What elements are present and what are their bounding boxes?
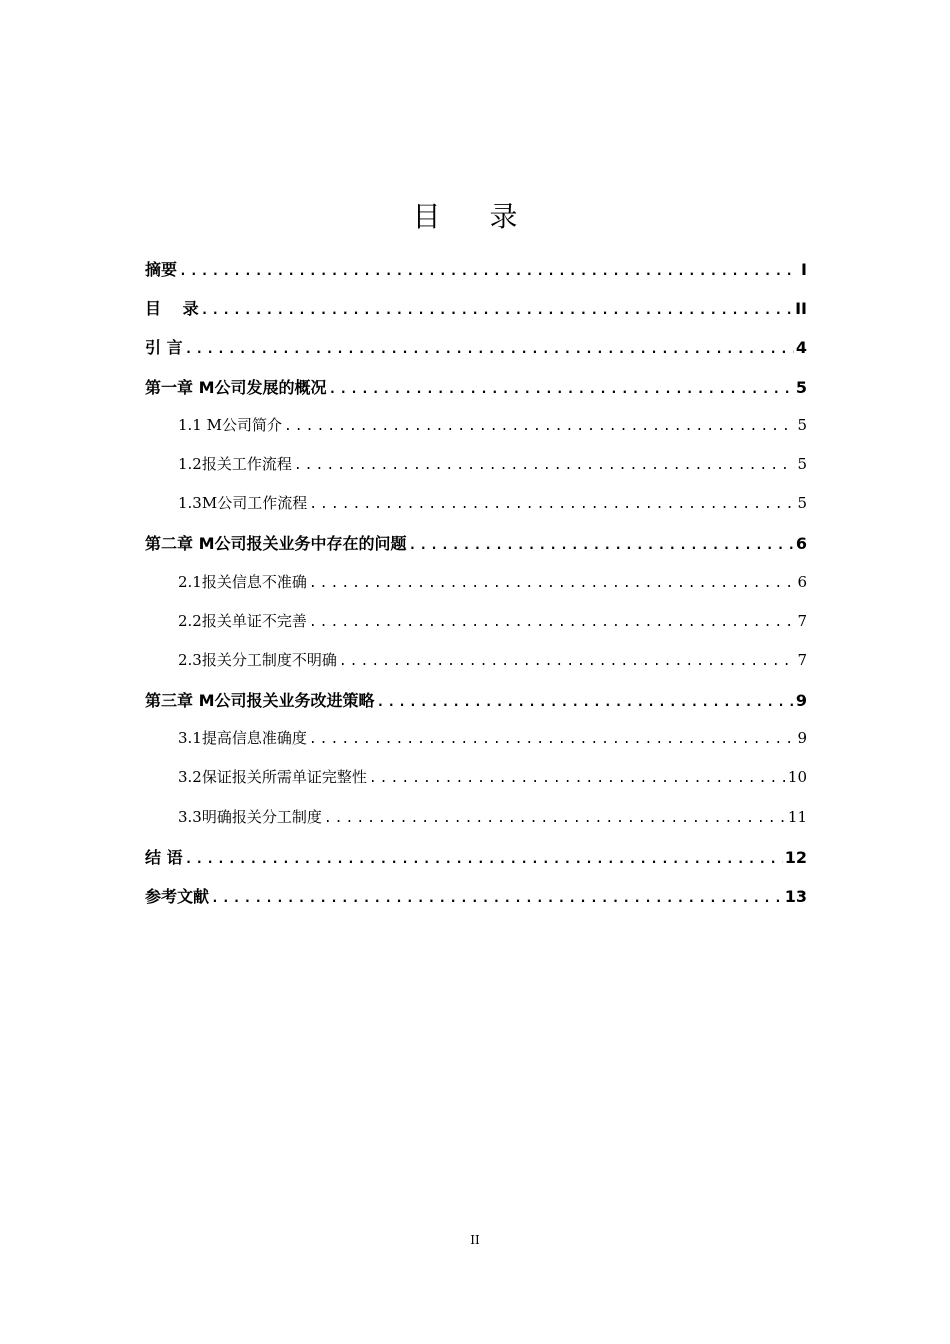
toc-entry-page: 12 xyxy=(784,847,807,867)
page-title: 目 录 xyxy=(412,199,538,233)
toc-entry-title: 参考文献 xyxy=(145,887,210,906)
toc-entry[interactable] xyxy=(145,727,807,766)
toc-entry-title: 1.2报关工作流程 xyxy=(178,454,292,473)
toc-entry[interactable] xyxy=(145,766,807,805)
toc-entry-title: 第二章 M公司报关业务中存在的问题 xyxy=(145,534,407,554)
toc-entry-title: 3.1提高信息准确度 xyxy=(178,729,307,748)
toc-entry-page: 7 xyxy=(797,611,807,630)
toc-dot-leader xyxy=(339,654,796,669)
toc-dot-leader xyxy=(409,538,794,553)
toc-entry[interactable] xyxy=(145,335,807,374)
toc-entry[interactable] xyxy=(145,571,807,610)
toc-entry[interactable] xyxy=(145,806,807,845)
toc-dot-leader xyxy=(185,852,783,867)
toc-entry-page: 11 xyxy=(787,807,807,826)
toc-entry-page: 13 xyxy=(784,887,807,906)
toc-entry[interactable] xyxy=(145,845,807,884)
toc-entry-page: 5 xyxy=(797,454,807,473)
toc-entry-page: II xyxy=(795,299,807,319)
toc-entry[interactable] xyxy=(145,884,807,923)
toc-entry[interactable] xyxy=(145,257,807,296)
toc-entry[interactable] xyxy=(145,688,807,727)
toc-entry-title: 1.3M公司工作流程 xyxy=(178,494,308,513)
page-number: II xyxy=(470,1233,480,1247)
toc-entry-page: 6 xyxy=(797,572,807,591)
toc-dot-leader xyxy=(294,458,796,473)
toc-entry-title: 3.2保证报关所需单证完整性 xyxy=(178,768,367,787)
toc-entry-title: 第三章 M公司报关业务改进策略 xyxy=(145,691,375,711)
toc-entry-page: 9 xyxy=(795,691,807,711)
toc-dot-leader xyxy=(309,732,796,747)
toc-entry[interactable] xyxy=(145,492,807,531)
toc-entry-page: 6 xyxy=(795,534,807,554)
toc-dot-leader xyxy=(211,891,783,906)
toc-entry-page: 5 xyxy=(795,377,807,397)
toc-entry-page: 5 xyxy=(797,494,807,513)
table-of-contents xyxy=(145,257,807,923)
toc-entry-page: 4 xyxy=(795,338,807,358)
toc-entry-title: 1.1 M公司简介 xyxy=(178,415,282,434)
toc-entry[interactable] xyxy=(145,453,807,492)
toc-entry[interactable] xyxy=(145,414,807,453)
toc-dot-leader xyxy=(369,771,786,786)
toc-dot-leader xyxy=(309,497,795,512)
toc-dot-leader xyxy=(309,576,796,591)
toc-entry-title: 目 录 xyxy=(145,299,199,319)
toc-entry-title: 结 语 xyxy=(145,847,183,867)
toc-dot-leader xyxy=(377,695,794,710)
toc-entry-page: 10 xyxy=(787,768,807,787)
toc-entry-page: 5 xyxy=(797,415,807,434)
toc-entry-page: 9 xyxy=(797,729,807,748)
toc-entry[interactable] xyxy=(145,610,807,649)
toc-dot-leader xyxy=(309,615,796,630)
toc-dot-leader xyxy=(329,382,794,397)
toc-dot-leader xyxy=(201,303,794,318)
toc-dot-leader xyxy=(324,811,786,826)
toc-entry[interactable] xyxy=(145,375,807,414)
toc-entry-page: I xyxy=(801,260,807,279)
toc-entry-title: 摘要 xyxy=(145,260,178,279)
toc-entry[interactable] xyxy=(145,531,807,570)
toc-entry-title: 3.3明确报关分工制度 xyxy=(178,807,322,826)
toc-entry-title: 第一章 M公司发展的概况 xyxy=(145,377,327,397)
toc-entry-title: 2.1报关信息不准确 xyxy=(178,572,307,591)
toc-dot-leader xyxy=(185,342,794,357)
toc-entry-title: 2.3报关分工制度不明确 xyxy=(178,650,337,669)
toc-entry-title: 2.2报关单证不完善 xyxy=(178,611,307,630)
toc-dot-leader xyxy=(179,264,799,279)
toc-entry-page: 7 xyxy=(797,650,807,669)
toc-entry-title: 引 言 xyxy=(145,338,183,358)
toc-dot-leader xyxy=(284,419,795,434)
toc-entry[interactable] xyxy=(145,296,807,335)
toc-entry[interactable] xyxy=(145,649,807,688)
